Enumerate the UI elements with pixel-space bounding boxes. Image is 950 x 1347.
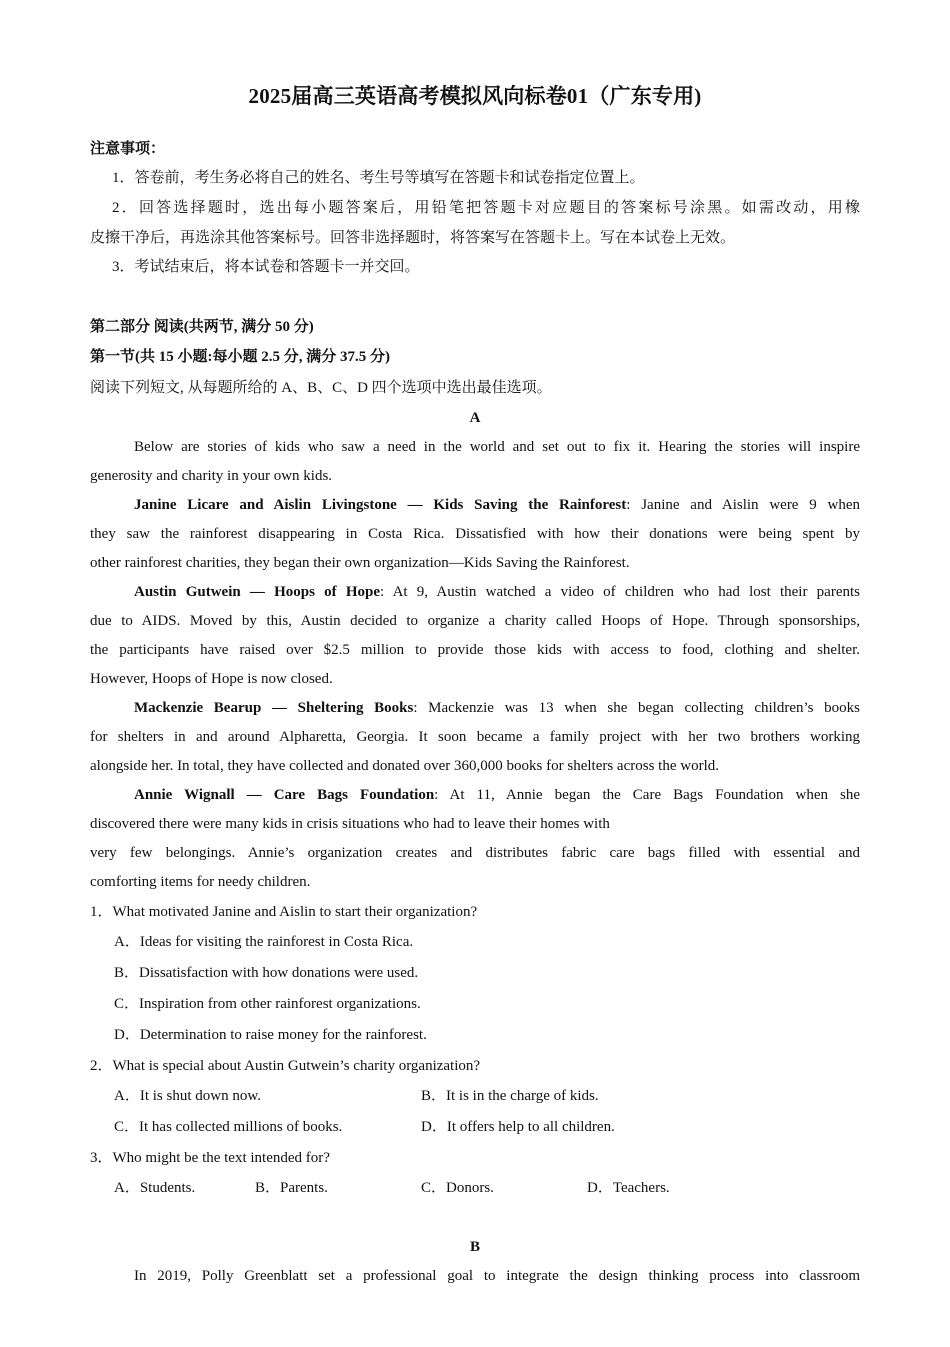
- care-bags-heading: Annie Wignall — Care Bags Foundation: [134, 787, 435, 803]
- question-2-option-b: B．It is in the charge of kids.: [421, 1088, 599, 1104]
- question-1-option-a: A．Ideas for visiting the rainforest in Costa Rica.: [114, 934, 414, 950]
- passage-a-p3-line-2: due to AIDS. Moved by this, Austin decided to organize a charity called Hoops of Hope. Through sponsorships,: [90, 613, 860, 629]
- notice-item-2-line-2: 皮擦干净后，再选涂其他答案标号。回答非选择题时，将答案写在答题卡上。写在本试卷上无效。: [90, 230, 736, 246]
- notice-item-3: 3．考试结束后，将本试卷和答题卡一并交回。: [112, 259, 420, 275]
- question-1-option-c: C．Inspiration from other rainforest organizations.: [114, 996, 421, 1012]
- question-3-option-a: A．Students.: [114, 1180, 196, 1196]
- page-title: 2025届高三英语高考模拟风向标卷01（广东专用): [248, 84, 702, 108]
- question-3-stem: 3．Who might be the text intended for?: [90, 1150, 330, 1166]
- notice-item-1: 1．答卷前，考生务必将自己的姓名、考生号等填写在答题卡和试卷指定位置上。: [112, 170, 645, 186]
- notice-heading: 注意事项：: [90, 141, 166, 157]
- question-3-option-d: D．Teachers.: [587, 1180, 670, 1196]
- passage-b-label: B: [469, 1239, 480, 1255]
- question-3-option-b: B．Parents.: [255, 1180, 328, 1196]
- passage-a-p1-line-1: Below are stories of kids who saw a need in the world and set out to fix it. Hearing the stories will inspire: [134, 439, 860, 455]
- passage-a-p5-line-4: comforting items for needy children.: [90, 874, 311, 890]
- passage-b-p1-line-1: In 2019, Polly Greenblatt set a professional goal to integrate the design thinking process into classroom: [134, 1268, 860, 1284]
- question-2-option-a: A．It is shut down now.: [114, 1088, 261, 1104]
- kids-saving-rainforest-heading: Janine Licare and Aislin Livingstone — Kids Saving the Rainforest: [134, 497, 627, 513]
- passage-a-p1-line-2: generosity and charity in your own kids.: [90, 468, 333, 484]
- part2-heading: 第二部分 阅读(共两节, 满分 50 分): [90, 319, 314, 335]
- question-3-option-c: C．Donors.: [421, 1180, 494, 1196]
- passage-a-p4-line-3: alongside her. In total, they have collected and donated over 360,000 books for shelters across the world.: [90, 758, 719, 774]
- passage-a-p4-line-1-text: : Mackenzie was 13 when she began collecting children’s books: [413, 700, 860, 716]
- passage-a-p3-line-4: However, Hoops of Hope is now closed.: [90, 671, 333, 687]
- passage-a-p5-line-2: discovered there were many kids in crisis situations who had to leave their homes with: [90, 816, 610, 832]
- question-2-stem: 2．What is special about Austin Gutwein’s charity organization?: [90, 1058, 481, 1074]
- passage-a-p2-line-2: they saw the rainforest disappearing in Costa Rica. Dissatisfied with how their donations were being spent by: [90, 526, 860, 542]
- passage-a-p2-line-1-text: : Janine and Aislin were 9 when: [626, 497, 860, 513]
- passage-a-p3-line-1: [90, 582, 860, 602]
- passage-a-p3-line-1-text: : At 9, Austin watched a video of children who had lost their parents: [380, 584, 860, 600]
- question-1-stem: 1．What motivated Janine and Aislin to start their organization?: [90, 904, 478, 920]
- hoops-of-hope-heading: Austin Gutwein — Hoops of Hope: [134, 584, 381, 600]
- notice-item-2-line-1: 2．回答选择题时，选出每小题答案后，用铅笔把答题卡对应题目的答案标号涂黑。如需改动，用橡: [112, 200, 860, 216]
- question-1-option-d: D．Determination to raise money for the rainforest.: [114, 1027, 427, 1043]
- passage-a-p2-line-3: other rainforest charities, they began their own organization—Kids Saving the Rainforest.: [90, 555, 630, 571]
- question-2-option-d: D．It offers help to all children.: [421, 1119, 615, 1135]
- passage-a-label: A: [469, 410, 481, 426]
- passage-a-p4-line-2: for shelters in and around Alpharetta, Georgia. It soon became a family project with her two brothers working: [90, 729, 860, 745]
- passage-a-p2-line-1: [90, 495, 860, 515]
- question-1-option-b: B．Dissatisfaction with how donations were used.: [114, 965, 419, 981]
- section1-heading: 第一节(共 15 小题:每小题 2.5 分, 满分 37.5 分): [90, 349, 390, 365]
- question-2-option-c: C．It has collected millions of books.: [114, 1119, 343, 1135]
- passage-a-p3-line-3: the participants have raised over $2.5 million to provide those kids with access to food, clothing and shelter.: [90, 642, 860, 658]
- reading-instruction: 阅读下列短文, 从每题所给的 A、B、C、D 四个选项中选出最佳选项。: [90, 380, 552, 396]
- passage-a-p5-line-1-text: : At 11, Annie began the Care Bags Foundation when she: [434, 787, 861, 803]
- passage-a-p5-line-1: [90, 785, 860, 805]
- sheltering-books-heading: Mackenzie Bearup — Sheltering Books: [134, 700, 414, 716]
- passage-a-p4-line-1: [90, 698, 860, 718]
- passage-a-p5-line-3: very few belongings. Annie’s organization creates and distributes fabric care bags filled with essential and: [90, 845, 860, 861]
